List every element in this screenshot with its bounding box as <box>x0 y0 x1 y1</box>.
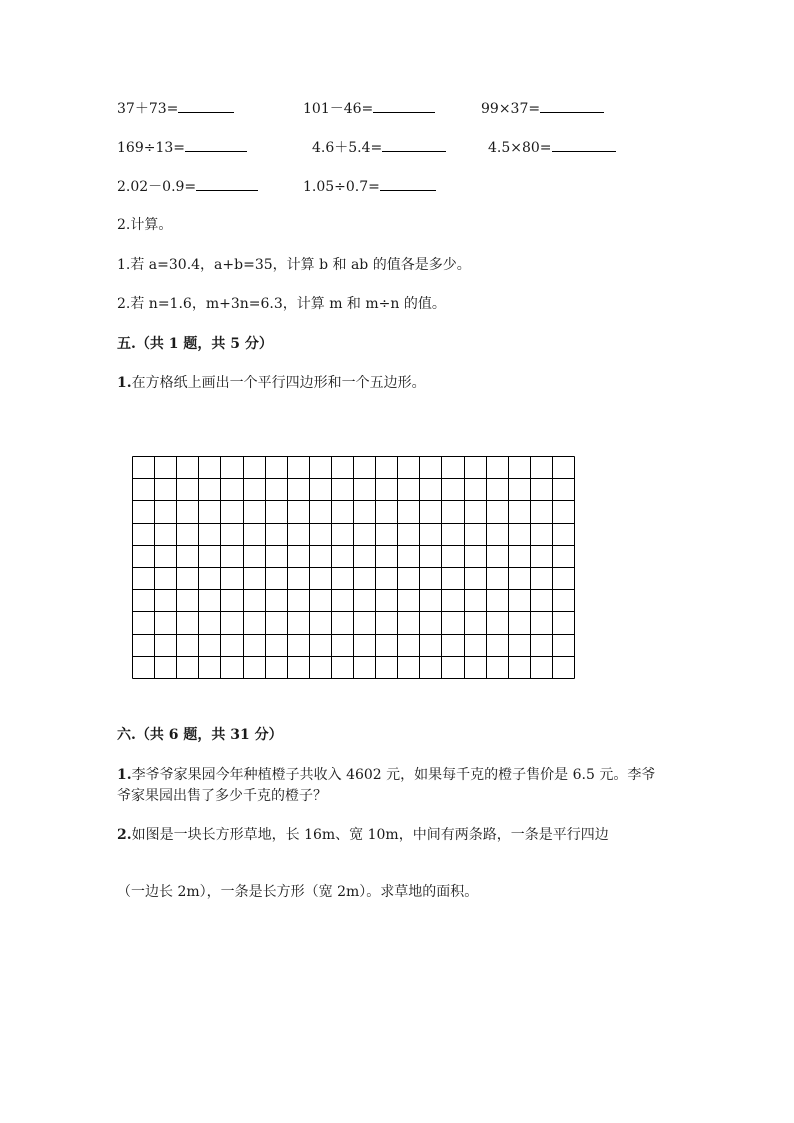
question <box>117 373 426 393</box>
question <box>117 825 609 845</box>
answer-blank[interactable] <box>185 137 247 152</box>
calc-expression: 4.6＋5.4= <box>312 140 383 156</box>
question-text: 在方格纸上画出一个平行四边形和一个五边形。 <box>131 375 426 391</box>
answer-blank[interactable] <box>380 176 436 191</box>
calc-item <box>303 176 436 197</box>
question-number: 2. <box>117 827 132 843</box>
answer-blank[interactable] <box>552 137 616 152</box>
calc-expression: 4.5×80= <box>488 140 552 156</box>
question-text: 1.若 a=30.4，a+b=35，计算 b 和 ab 的值各是多少。 <box>117 257 471 273</box>
calc-item <box>481 98 604 119</box>
question-number: 1. <box>117 767 132 783</box>
calc-item <box>312 137 446 158</box>
calc-expression: 169÷13= <box>117 140 185 156</box>
grid-lines <box>132 456 575 679</box>
calc-item <box>117 98 234 119</box>
calc-expression: 37＋73= <box>117 101 179 117</box>
question-text: 李爷爷家果园今年种植橙子共收入 4602 元，如果每千克的橙子售价是 6.5 元。李爷爷家果园出售了多少千克的橙子？ <box>117 767 656 804</box>
answer-blank[interactable] <box>540 98 604 113</box>
question-number: 1. <box>117 375 132 391</box>
answer-blank[interactable] <box>382 137 446 152</box>
calc-item <box>117 176 258 197</box>
answer-blank[interactable] <box>178 98 234 113</box>
calc-expression: 101－46= <box>303 101 374 117</box>
answer-blank[interactable] <box>373 98 435 113</box>
calc-expression: 1.05÷0.7= <box>303 179 380 195</box>
calc-expression: 99×37= <box>481 101 541 117</box>
question-text: 如图是一块长方形草地，长 16m、宽 10m，中间有两条路，一条是平行四边 <box>131 827 609 843</box>
question <box>117 765 662 807</box>
question-text-continued: （一边长 2m），一条是长方形（宽 2m）。求草地的面积。 <box>117 884 479 900</box>
calc-item <box>488 137 616 158</box>
grid-paper[interactable] <box>132 456 575 683</box>
section-heading: 五.（共 1 题，共 5 分） <box>117 336 273 352</box>
question-text: 2.若 n=1.6，m+3n=6.3，计算 m 和 m÷n 的值。 <box>117 296 446 312</box>
calc-expression: 2.02－0.9= <box>117 179 197 195</box>
calc-item <box>117 137 247 158</box>
section-heading: 六.（共 6 题，共 31 分） <box>117 727 283 743</box>
calc-item <box>303 98 435 119</box>
answer-blank[interactable] <box>196 176 258 191</box>
subsection-title: 2.计算。 <box>117 217 173 233</box>
